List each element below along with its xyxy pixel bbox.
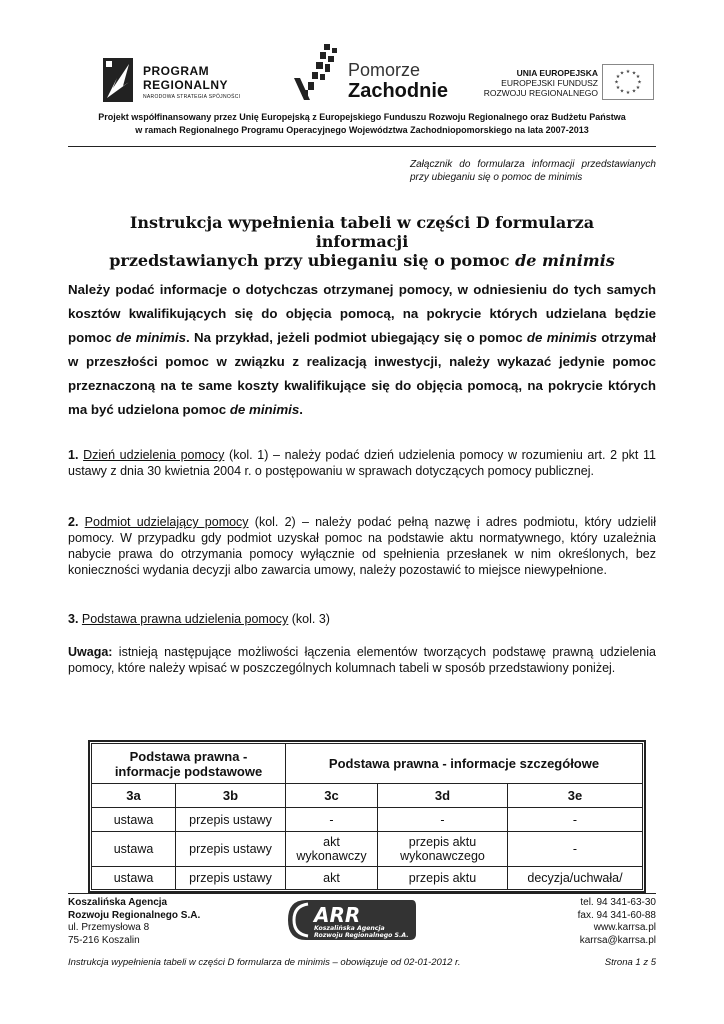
svg-text:★: ★ xyxy=(635,74,641,80)
program-logo-line2: REGIONALNY xyxy=(143,78,229,92)
cofinancing-note xyxy=(40,111,684,137)
intro-text-2: . Na przykład, jeżeli podmiot ubiegający się o pomoc xyxy=(185,330,527,345)
table-column-codes-row xyxy=(92,784,643,808)
footer-document-note: Instrukcja wypełnienia tabeli w części D formularza de minimis – obowiązuje od 02-01-2012 r. xyxy=(68,957,461,968)
item-1-number: 1. xyxy=(68,448,79,462)
document-title xyxy=(90,213,634,270)
eu-logo-line1: UNIA EUROPEJSKA xyxy=(516,68,598,78)
eu-logo xyxy=(478,64,654,104)
program-logo-text xyxy=(143,64,228,92)
program-logo-line1: PROGRAM xyxy=(143,64,210,78)
table-cell: decyzja/uchwała/ xyxy=(508,867,643,890)
program-regionalny-emblem-icon xyxy=(103,58,133,102)
program-regionalny-logo xyxy=(103,58,263,104)
item-1-heading: Dzień udzielenia pomocy xyxy=(83,448,225,462)
note-text: istnieją następujące możliwości łączenia elementów tworzących podstawę prawną udzielenia pomocy, które należy wpisać w poszczególnych kolumnach tabeli w sposób przedstawiony poniżej. xyxy=(68,645,656,675)
item-2-paragraph xyxy=(68,514,656,578)
eu-flag-icon xyxy=(602,64,654,100)
intro-text-1: Należy podać informacje o dotychczas otrzymanej pomocy, w odniesieniu do tych samych kosztów kwalifikujących się do objęcia pomocą, na pokrycie których udzielana będzie pomoc xyxy=(68,282,656,345)
table-cell: akt wykonawczy xyxy=(286,832,378,867)
note-label: Uwaga: xyxy=(68,645,113,659)
column-code: 3e xyxy=(508,784,643,808)
table-cell: ustawa xyxy=(92,808,176,832)
svg-text:★: ★ xyxy=(625,90,631,96)
annex-label: Załącznik do formularza informacji przedstawianych przy ubieganiu się o pomoc de minimis xyxy=(410,159,656,183)
arr-logo-big-text: ARR xyxy=(314,903,361,927)
table-header-detailed: Podstawa prawna - informacje szczegółowe xyxy=(286,744,643,784)
item-3-heading: Podstawa prawna udzielenia pomocy xyxy=(81,612,289,626)
title-line2-italic: de minimis xyxy=(515,251,615,270)
cofinancing-note-line2: w ramach Regionalnego Programu Operacyjnego Województwa Zachodniopomorskiego na lata 2007-2013 xyxy=(135,125,589,135)
table-cell: - xyxy=(508,832,643,867)
eu-logo-line2: EUROPEJSKI FUNDUSZ xyxy=(501,78,598,88)
arr-logo-line2: Rozwoju Regionalnego S.A. xyxy=(314,932,409,939)
footer-org-line1: Koszalińska Agencja xyxy=(68,897,168,908)
item-2-number: 2. xyxy=(68,515,79,529)
eu-logo-text xyxy=(484,68,598,98)
title-line1: Instrukcja wypełnienia tabeli w części D formularza informacji xyxy=(129,213,595,251)
footer-phone: tel. 94 341-63-30 xyxy=(580,897,656,908)
intro-text-3: otrzymał w przeszłości pomoc w związku z realizacją inwestycji, należy wykazać jedynie pomoc przeznaczoną na te same koszty kwalifikujące się do objęcia pomocą, na pokrycie których ma być udzielona pomoc xyxy=(68,330,656,417)
footer-fax: fax. 94 341-60-88 xyxy=(577,909,656,921)
column-code: 3c xyxy=(286,784,378,808)
table-cell: przepis ustawy xyxy=(176,808,286,832)
item-3-number: 3. xyxy=(68,612,79,626)
title-line2-text: przedstawianych przy ubieganiu się o pomoc xyxy=(109,251,516,270)
table-row xyxy=(92,808,643,832)
table-cell: akt xyxy=(286,867,378,890)
table-row xyxy=(92,832,643,867)
table-cell: przepis aktu xyxy=(378,867,508,890)
column-code: 3d xyxy=(378,784,508,808)
intro-italic-2: de minimis xyxy=(526,330,597,345)
intro-italic-3: de minimis xyxy=(229,402,300,417)
footer-street: ul. Przemysłowa 8 xyxy=(68,922,150,933)
svg-text:★: ★ xyxy=(615,85,621,91)
svg-text:★: ★ xyxy=(631,70,637,77)
title-line2 xyxy=(90,251,634,270)
note-paragraph xyxy=(68,644,656,676)
table-header-row xyxy=(92,744,643,784)
svg-text:★: ★ xyxy=(615,74,621,80)
item-2-text: (kol. 2) – należy podać pełną nazwę i adres podmiotu, który udzielił pomocy. W przypadku gdy podmiot uzyskał pomoc na podstawie aktu normatywnego, który uzależnia nabycie prawa do otrzymania pomocy wyłącznie od spełnienia przesłanek w nim określonych, bez konieczności wydania decyzji albo zawarcia umowy, należy pozostawić to miejsce niewypełnione. xyxy=(68,515,656,577)
table-cell: - xyxy=(508,808,643,832)
svg-text:★: ★ xyxy=(631,88,637,95)
footer-address xyxy=(68,897,200,947)
table-cell: - xyxy=(378,808,508,832)
svg-text:★: ★ xyxy=(619,70,625,77)
table-cell: ustawa xyxy=(92,832,176,867)
table-row xyxy=(92,867,643,890)
footer-divider xyxy=(68,893,656,894)
pomorze-pixel-mark-icon xyxy=(290,42,348,106)
legal-basis-table xyxy=(88,740,646,893)
column-code: 3b xyxy=(176,784,286,808)
header-divider xyxy=(68,146,656,147)
arr-logo xyxy=(284,898,418,942)
item-2-heading: Podmiot udzielający pomocy xyxy=(84,515,249,529)
item-3-text: (kol. 3) xyxy=(288,612,330,626)
intro-italic-1: de minimis xyxy=(115,330,186,345)
table-cell: - xyxy=(286,808,378,832)
arr-logo-graphic-icon xyxy=(284,898,418,942)
table-cell: przepis aktu wykonawczego xyxy=(378,832,508,867)
footer-contact xyxy=(520,897,656,947)
svg-text:★: ★ xyxy=(614,79,619,86)
item-1-paragraph xyxy=(68,447,656,479)
cofinancing-note-line1: Projekt współfinansowany przez Unię Europejską z Europejskiego Funduszu Rozwoju Regionalnego oraz Budżetu Państwa xyxy=(98,112,626,122)
table-header-basic: Podstawa prawna - informacje podstawowe xyxy=(92,744,286,784)
table-cell: przepis ustawy xyxy=(176,867,286,890)
intro-text-4: . xyxy=(299,402,303,417)
page-number: Strona 1 z 5 xyxy=(604,957,656,968)
item-1-text: (kol. 1) – należy podać dzień udzielenia pomocy w rozumieniu art. 2 pkt 11 ustawy z dnia 30 kwietnia 2004 r. o postępowaniu w sprawach dotyczących pomocy publicznej. xyxy=(68,448,656,478)
eu-logo-line3: ROZWOJU REGIONALNEGO xyxy=(483,88,598,98)
svg-text:★: ★ xyxy=(637,79,642,86)
footer-org-line2: Rozwoju Regionalnego S.A. xyxy=(68,909,201,921)
pomorze-logo-line2: Zachodnie xyxy=(348,80,449,102)
pomorze-logo-line1: Pomorze xyxy=(348,60,421,80)
pomorze-zachodnie-logo xyxy=(290,42,449,106)
table-cell: przepis ustawy xyxy=(176,832,286,867)
intro-paragraph xyxy=(68,278,656,422)
svg-text:★: ★ xyxy=(619,88,625,95)
footer-email[interactable]: karrsa@karrsa.pl xyxy=(579,934,656,946)
table-cell: ustawa xyxy=(92,867,176,890)
svg-text:★: ★ xyxy=(635,85,641,91)
footer-city: 75-216 Koszalin xyxy=(68,934,140,946)
arr-logo-line1: Koszalińska Agencja xyxy=(314,925,385,932)
program-logo-subtitle: NARODOWA STRATEGIA SPÓJNOŚCI xyxy=(143,94,241,100)
column-code: 3a xyxy=(92,784,176,808)
item-3-paragraph xyxy=(68,611,656,627)
footer-website[interactable]: www.karrsa.pl xyxy=(593,922,656,933)
svg-text:★: ★ xyxy=(625,69,631,75)
